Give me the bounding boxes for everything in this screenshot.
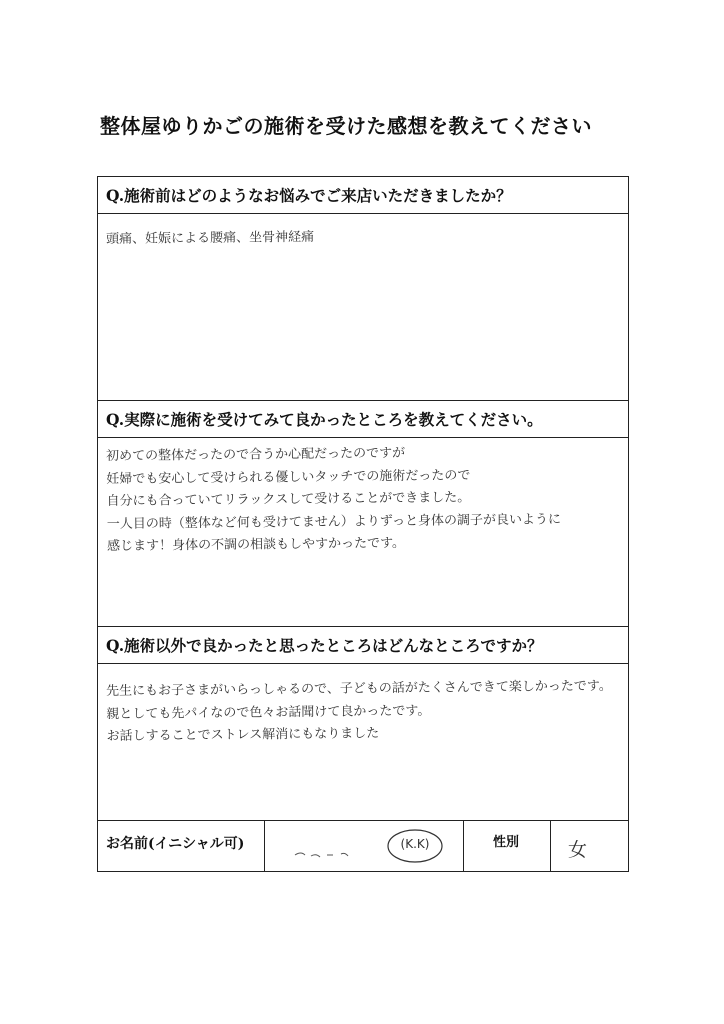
name-initials: (K.K) [400,837,430,851]
answer-1-line: 頭痛、妊娠による腰痛、坐骨神経痛 [106,229,315,247]
answer-2-line: 初めての整体だったので合うか心配だったのですが [106,445,406,464]
question-1-label: Q.施術前はどのようなお悩みでご来店いただきましたか？ [98,177,628,214]
survey-form [97,176,629,872]
answer-3-line: お話しすることでストレス解消にもなりました [106,726,380,744]
answer-3-line: 親としても先パイなので色々お話聞けて良かったです。 [106,703,431,722]
page-title: 整体屋ゆりかごの施術を受けた感想を教えてください [100,114,592,138]
answer-2 [106,441,612,559]
gender-label: 性別 [493,835,520,850]
answer-2-line: 妊婦でも安心して受けられる優しいタッチでの施術だったので [106,467,471,487]
divider [463,821,464,871]
question-3-label: Q.施術以外で良かったと思ったところはどんなところですか？ [98,627,628,664]
name-row [98,821,628,871]
divider [264,821,265,871]
gender-value: 女 [568,839,588,861]
name-value [386,827,444,865]
answer-3 [106,676,612,749]
answer-3-line: 先生にもお子さまがいらっしゃるので、子どもの話がたくさんできて楽しかったです。 [106,678,612,699]
handwriting-scribble [293,847,373,861]
divider [550,821,551,871]
question-2-label: Q.実際に施術を受けてみて良かったところを教えてください。 [98,401,628,438]
name-label: お名前(イニシャル可) [106,836,245,852]
answer-2-line: 自分にも合っていてリラックスして受けることができました。 [106,490,471,509]
answer-1 [106,224,611,252]
answer-2-line: 一人目の時（整体など何も受けてません）よりずっと身体の調子が良いように [106,511,562,532]
answer-2-line: 感じます！身体の不調の相談もしやすかったです。 [106,535,406,554]
